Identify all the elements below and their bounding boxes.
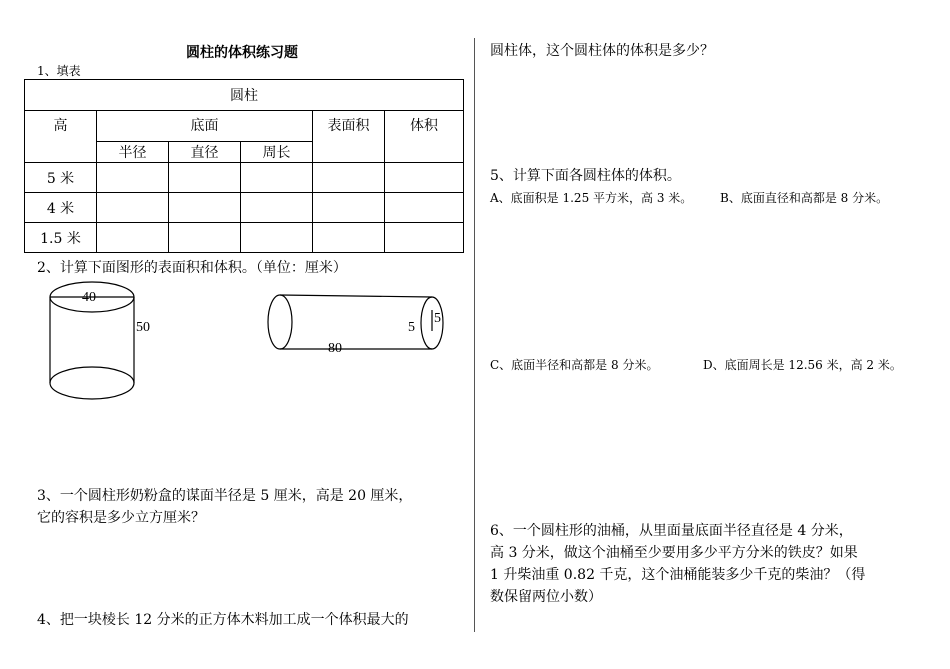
row-height-cell: 5 米: [25, 163, 97, 193]
q4-line1: 4、把一块棱长 12 分米的正方体木料加工成一个体积最大的: [37, 612, 409, 628]
fig1-diameter-label: 40: [82, 290, 96, 305]
header-volume: 体积: [385, 111, 464, 163]
q5-item-d: D、底面周长是 12.56 米，高 2 米。: [703, 358, 902, 372]
header-circumference: 周长: [241, 142, 313, 163]
q3-line: 3、一个圆柱形奶粉盒的谋面半径是 5 厘米，高是 20 厘米，: [37, 488, 413, 504]
q6-text: [490, 520, 865, 608]
q4-line2: 圆柱体，这个圆柱体的体积是多少？: [490, 43, 714, 59]
row-height-cell: 4 米: [25, 193, 97, 223]
header-height: 高: [25, 111, 97, 163]
q1-label: 1、填表: [37, 64, 81, 78]
q3-line: 它的容积是多少立方厘米？: [37, 510, 205, 526]
q5-item-a: A、底面积是 1.25 平方米，高 3 米。: [490, 191, 693, 205]
q5-item-c: C、底面半径和高都是 8 分米。: [490, 358, 659, 372]
fig2-diameter-label: 5: [408, 320, 415, 335]
q6-line: 数保留两位小数）: [490, 589, 602, 605]
header-surface-area: 表面积: [313, 111, 385, 163]
q3-text: [37, 485, 412, 529]
header-base: 底面: [97, 111, 313, 142]
fig1-height-label: 50: [136, 320, 150, 335]
horizontal-cylinder: [268, 295, 443, 349]
header-radius: 半径: [97, 142, 169, 163]
header-diameter: 直径: [169, 142, 241, 163]
row-height-cell: 1.5 米: [25, 223, 97, 253]
fig2-end-diameter-label: 5: [434, 311, 441, 326]
page-title: 圆柱的体积练习题: [186, 45, 298, 61]
q6-line: 高 3 分米，做这个油桶至少要用多少平方分米的铁皮？如果: [490, 545, 858, 561]
fig2-length-label: 80: [328, 341, 342, 356]
q6-line: 6、一个圆柱形的油桶，从里面量底面半径直径是 4 分米，: [490, 523, 853, 539]
table-title: 圆柱: [25, 80, 464, 111]
q5-item-b: B、底面直径和高都是 8 分米。: [720, 191, 889, 205]
q6-line: 1 升柴油重 0.82 千克，这个油桶能装多少千克的柴油？（得: [490, 567, 866, 583]
q5-label: 5、计算下面各圆柱体的体积。: [490, 168, 681, 184]
q2-label: 2、计算下面图形的表面积和体积。（单位：厘米）: [37, 260, 347, 276]
